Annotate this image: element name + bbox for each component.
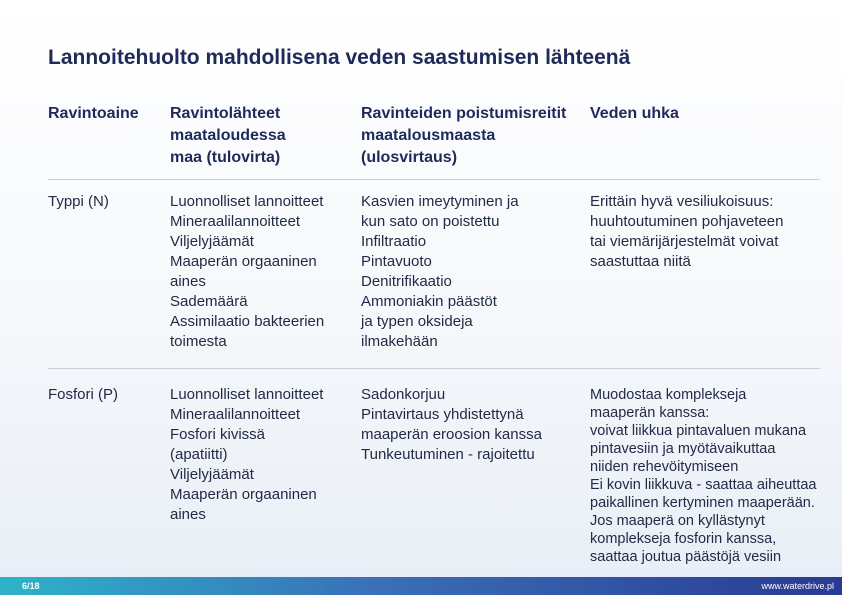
nitrogen-threat [590, 192, 784, 272]
list-item: Mineraalilannoitteet [170, 213, 301, 230]
list-item: (apatiitti) [170, 446, 228, 463]
nitrogen-sources [170, 192, 324, 352]
list-item: aines [170, 506, 206, 523]
list-item: Maaperän orgaaninen [170, 253, 317, 270]
header-nutrient [48, 103, 139, 125]
header-outflows-line: (ulosvirtaus) [361, 149, 458, 166]
list-item: Assimilaatio bakteerien [170, 313, 325, 330]
list-item: Sadonkorjuu [361, 386, 446, 403]
phosphorus-outflows [361, 385, 542, 465]
list-item: aines [170, 273, 206, 290]
footer-bar [0, 577, 842, 595]
website-link[interactable]: www.waterdrive.pl [761, 581, 834, 591]
header-nutrient-line: Ravintoaine [48, 105, 139, 122]
list-item: saastuttaa niitä [590, 253, 691, 270]
list-item: Jos maaperä on kyllästynyt [590, 513, 765, 529]
nitrogen-outflows [361, 192, 519, 352]
list-item: maaperän eroosion kanssa [361, 426, 542, 443]
header-outflows [361, 103, 566, 169]
list-item: Pintavirtaus yhdistettynä [361, 406, 524, 423]
row-nutrient-nitrogen: Typpi (N) [48, 193, 109, 210]
list-item: Fosfori kivissä [170, 426, 266, 443]
page-number: 6/18 [22, 581, 40, 591]
list-item: Mineraalilannoitteet [170, 406, 301, 423]
header-threat [590, 103, 679, 125]
list-item: maaperän kanssa: [590, 405, 710, 421]
list-item: Luonnolliset lannoitteet [170, 386, 324, 403]
page-title: Lannoitehuolto mahdollisena veden saastumisen lähteenä [48, 46, 631, 69]
row-divider [48, 368, 820, 369]
row-divider [48, 179, 820, 180]
list-item: tai viemärijärjestelmät voivat [590, 233, 779, 250]
list-item: kun sato on poistettu [361, 213, 500, 230]
header-outflows-line: Ravinteiden poistumisreitit [361, 105, 567, 122]
header-threat-line: Veden uhka [590, 105, 679, 122]
phosphorus-sources [170, 385, 323, 525]
header-sources [170, 103, 286, 169]
list-item: Viljelyjäämät [170, 466, 254, 483]
list-item: Pintavuoto [361, 253, 432, 270]
list-item: Kasvien imeytyminen ja [361, 193, 519, 210]
header-sources-line: maa (tulovirta) [170, 149, 281, 166]
list-item: niiden rehevöitymiseen [590, 459, 739, 475]
list-item: Denitrifikaatio [361, 273, 452, 290]
header-sources-line: maataloudessa [170, 127, 286, 144]
list-item: toimesta [170, 333, 227, 350]
list-item: pintavesiin ja myötävaikuttaa [590, 441, 776, 457]
list-item: ja typen oksideja [361, 313, 473, 330]
list-item: Tunkeutuminen - rajoitettu [361, 446, 535, 463]
list-item: Luonnolliset lannoitteet [170, 193, 324, 210]
list-item: Ammoniakin päästöt [361, 293, 497, 310]
list-item: paikallinen kertyminen maaperään. [590, 495, 815, 511]
row-nutrient-phosphorus: Fosfori (P) [48, 386, 119, 403]
list-item: Viljelyjäämät [170, 233, 254, 250]
phosphorus-threat [590, 386, 817, 566]
list-item: Maaperän orgaaninen [170, 486, 317, 503]
header-sources-line: Ravintolähteet [170, 105, 281, 122]
list-item: saattaa joutua päästöjä vesiin [590, 549, 782, 565]
list-item: Sademäärä [170, 293, 248, 310]
list-item: Erittäin hyvä vesiliukoisuus: [590, 193, 774, 210]
list-item: Infiltraatio [361, 233, 427, 250]
list-item: ilmakehään [361, 333, 438, 350]
list-item: Ei kovin liikkuva - saattaa aiheuttaa [590, 477, 817, 493]
list-item: voivat liikkua pintavaluen mukana [590, 423, 807, 439]
list-item: huuhtoutuminen pohjaveteen [590, 213, 784, 230]
header-outflows-line: maatalousmaasta [361, 127, 496, 144]
list-item: Muodostaa komplekseja [590, 387, 747, 403]
list-item: komplekseja fosforin kanssa, [590, 531, 777, 547]
